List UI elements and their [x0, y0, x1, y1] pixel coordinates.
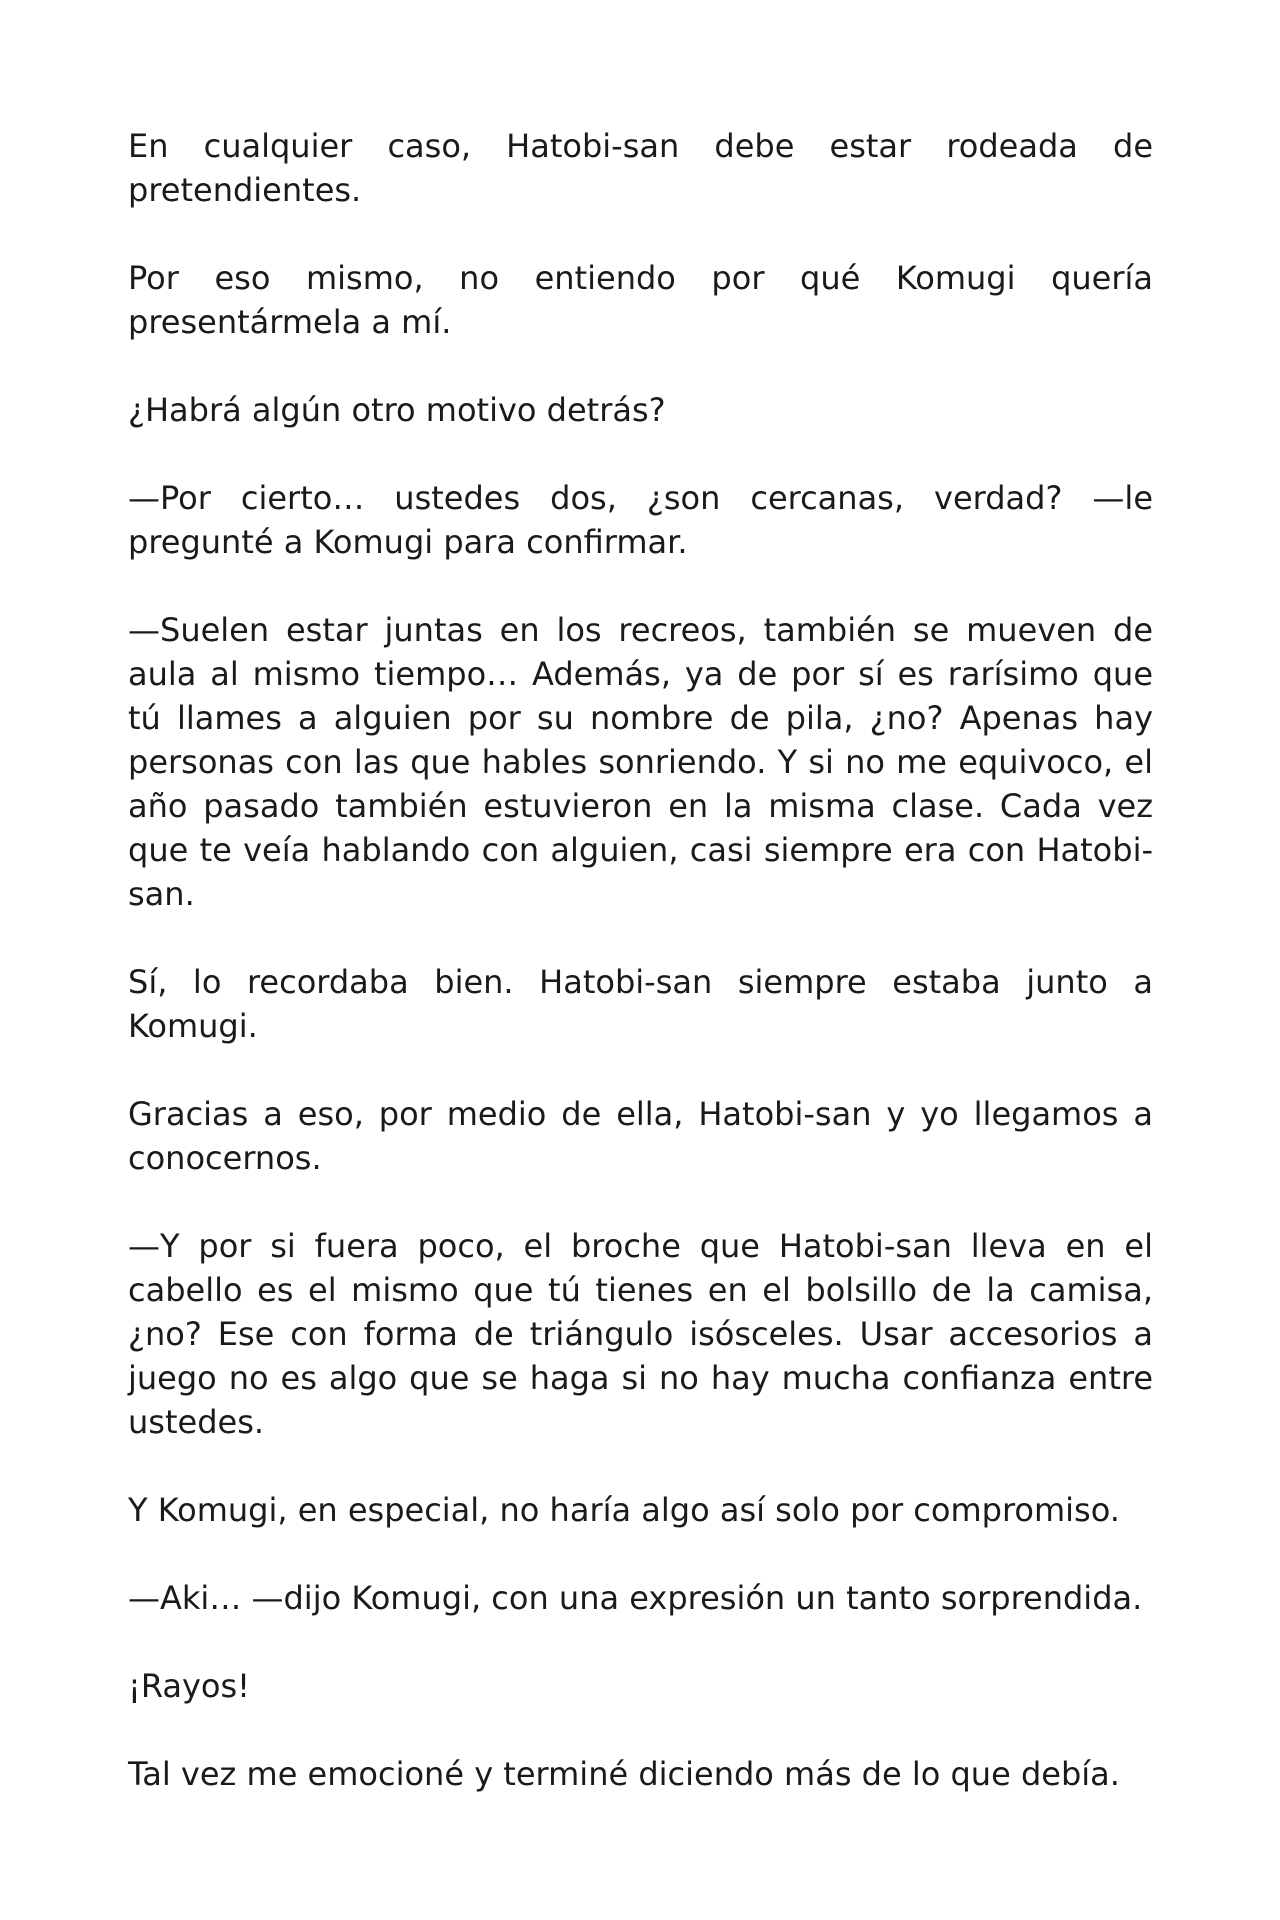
paragraph-7: Gracias a eso, por medio de ella, Hatobi-san y yo llegamos a conocernos.: [128, 1095, 1153, 1177]
paragraph-2: Por eso mismo, no entiendo por qué Komugi quería presentármela a mí.: [128, 259, 1153, 341]
paragraph-1: En cualquier caso, Hatobi-san debe estar rodeada de pretendientes.: [128, 127, 1153, 209]
document-page: [128, 124, 1153, 1796]
paragraph-8: —Y por si fuera poco, el broche que Hatobi-san lleva en el cabello es el mismo que tú tienes en el bolsillo de la camisa, ¿no? Ese con forma de triángulo isósceles. Usar accesorios a juego no es algo que se haga si no hay mucha confianza entre ustedes.: [128, 1227, 1153, 1441]
paragraph-4: —Por cierto… ustedes dos, ¿son cercanas, verdad? —le pregunté a Komugi para confirmar.: [128, 479, 1153, 561]
paragraph-5: —Suelen estar juntas en los recreos, también se mueven de aula al mismo tiempo… Además, ya de por sí es rarísimo que tú llames a alguien por su nombre de pila, ¿no? Apenas hay personas con las que hables sonriendo. Y si no me equivoco, el año pasado también estuvieron en la misma clase. Cada vez que te veía hablando con alguien, casi siempre era con Hatobi-san.: [128, 611, 1153, 913]
paragraph-11: ¡Rayos!: [128, 1667, 250, 1705]
paragraph-10: —Aki… —dijo Komugi, con una expresión un tanto sorprendida.: [128, 1579, 1143, 1617]
paragraph-12: Tal vez me emocioné y terminé diciendo más de lo que debía.: [128, 1755, 1120, 1793]
paragraph-6: Sí, lo recordaba bien. Hatobi-san siempre estaba junto a Komugi.: [128, 963, 1153, 1045]
paragraph-9: Y Komugi, en especial, no haría algo así solo por compromiso.: [128, 1491, 1120, 1529]
paragraph-3: ¿Habrá algún otro motivo detrás?: [128, 391, 666, 429]
